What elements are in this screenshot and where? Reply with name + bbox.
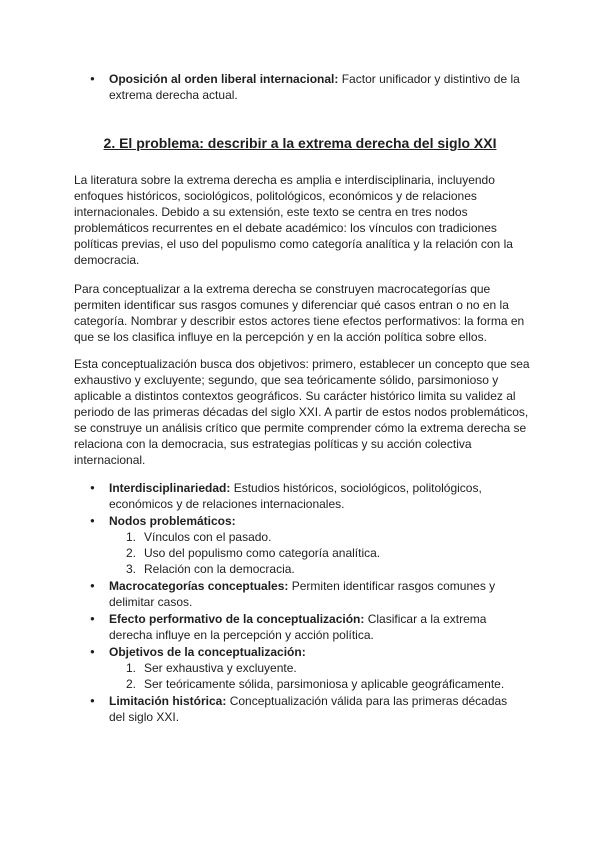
sublist-item: [126, 676, 519, 692]
bullet-item: [109, 71, 529, 103]
bullet-text: Permiten identificar rasgos comunes y delimitar casos.: [109, 579, 496, 609]
bullet-label: Macrocategorías conceptuales:: [109, 579, 289, 593]
bullet-label: Efecto performativo de la conceptualización:: [109, 612, 365, 626]
bullet-item: [109, 611, 519, 643]
paragraph-2: Para conceptualizar a la extrema derecha se construyen macrocategorías que permiten identificar sus rasgos comunes y diferenciar qué casos entran o no en la categoría. Nombrar y describir estos actores tiene efectos performativos: la forma en que se los clasifica influye en la percepción y en la acción política sobre ellos.: [74, 282, 525, 344]
item-number: 2.: [126, 677, 137, 691]
sublist-item: [126, 529, 519, 545]
bullet-label: Interdisciplinariedad:: [109, 481, 231, 495]
bullet-text: Conceptualización válida para las primeras décadas del siglo XXI.: [109, 694, 508, 724]
bullet-item: [109, 578, 519, 610]
item-number: 2.: [126, 546, 137, 560]
intro-bullet-list: [109, 71, 529, 104]
item-number: 1.: [126, 530, 137, 544]
bullet-item: [109, 693, 519, 725]
sublist-text: Ser exhaustiva y excluyente.: [144, 661, 297, 675]
bullet-item: [109, 644, 519, 692]
sublist-text: Relación con la democracia.: [144, 562, 295, 576]
sublist-text: Vínculos con el pasado.: [144, 530, 272, 544]
bullet-text: Factor unificador y distintivo de la extrema derecha actual.: [109, 72, 520, 102]
bullet-text: Estudios históricos, sociológicos, politológicos, económicos y de relaciones internacionales.: [109, 481, 482, 511]
sublist-text: Uso del populismo como categoría analítica.: [144, 546, 381, 560]
bullet-item: [109, 513, 519, 577]
bullet-label: Nodos problemáticos:: [109, 514, 236, 528]
bullet-text: Clasificar a la extrema derecha influye en la percepción y acción política.: [109, 612, 487, 642]
paragraph-1: La literatura sobre la extrema derecha es amplia e interdisciplinaria, incluyendo enfoques históricos, sociológicos, politológicos, económicos y de relaciones internacionales. Debido a su extensión, este texto se centra en tres nodos problemáticos recurrentes en el debate académico: los vínculos con tradiciones políticas previas, el uso del populismo como categoría analítica y la relación con la democracia.: [74, 173, 513, 267]
item-number: 3.: [126, 562, 137, 576]
sublist-item: [126, 545, 519, 561]
numbered-sublist: [109, 529, 519, 577]
sublist-item: [126, 561, 519, 577]
sublist-text: Ser teóricamente sólida, parsimoniosa y aplicable geográficamente.: [144, 677, 505, 691]
bullet-label: Limitación histórica:: [109, 694, 227, 708]
bullet-label: Objetivos de la conceptualización:: [109, 645, 306, 659]
section-heading: 2. El problema: describir a la extrema derecha del siglo XXI: [103, 135, 497, 151]
summary-bullet-list: [109, 480, 519, 726]
paragraph-3: Esta conceptualización busca dos objetivos: primero, establecer un concepto que sea exhaustivo y excluyente; segundo, que sea teóricamente sólido, parsimonioso y aplicable a distintos contextos geográficos. Su carácter histórico limita su validez al periodo de las primeras décadas del siglo XXI. A partir de estos nodos problemáticos, se construye un análisis crítico que permite comprender cómo la extrema derecha se relaciona con la democracia, sus estrategias políticas y su acción colectiva internacional.: [74, 357, 530, 467]
numbered-sublist: [109, 660, 519, 692]
bullet-label: Oposición al orden liberal internacional:: [109, 72, 339, 86]
item-number: 1.: [126, 661, 137, 675]
sublist-item: [126, 660, 519, 676]
bullet-item: [109, 480, 519, 512]
